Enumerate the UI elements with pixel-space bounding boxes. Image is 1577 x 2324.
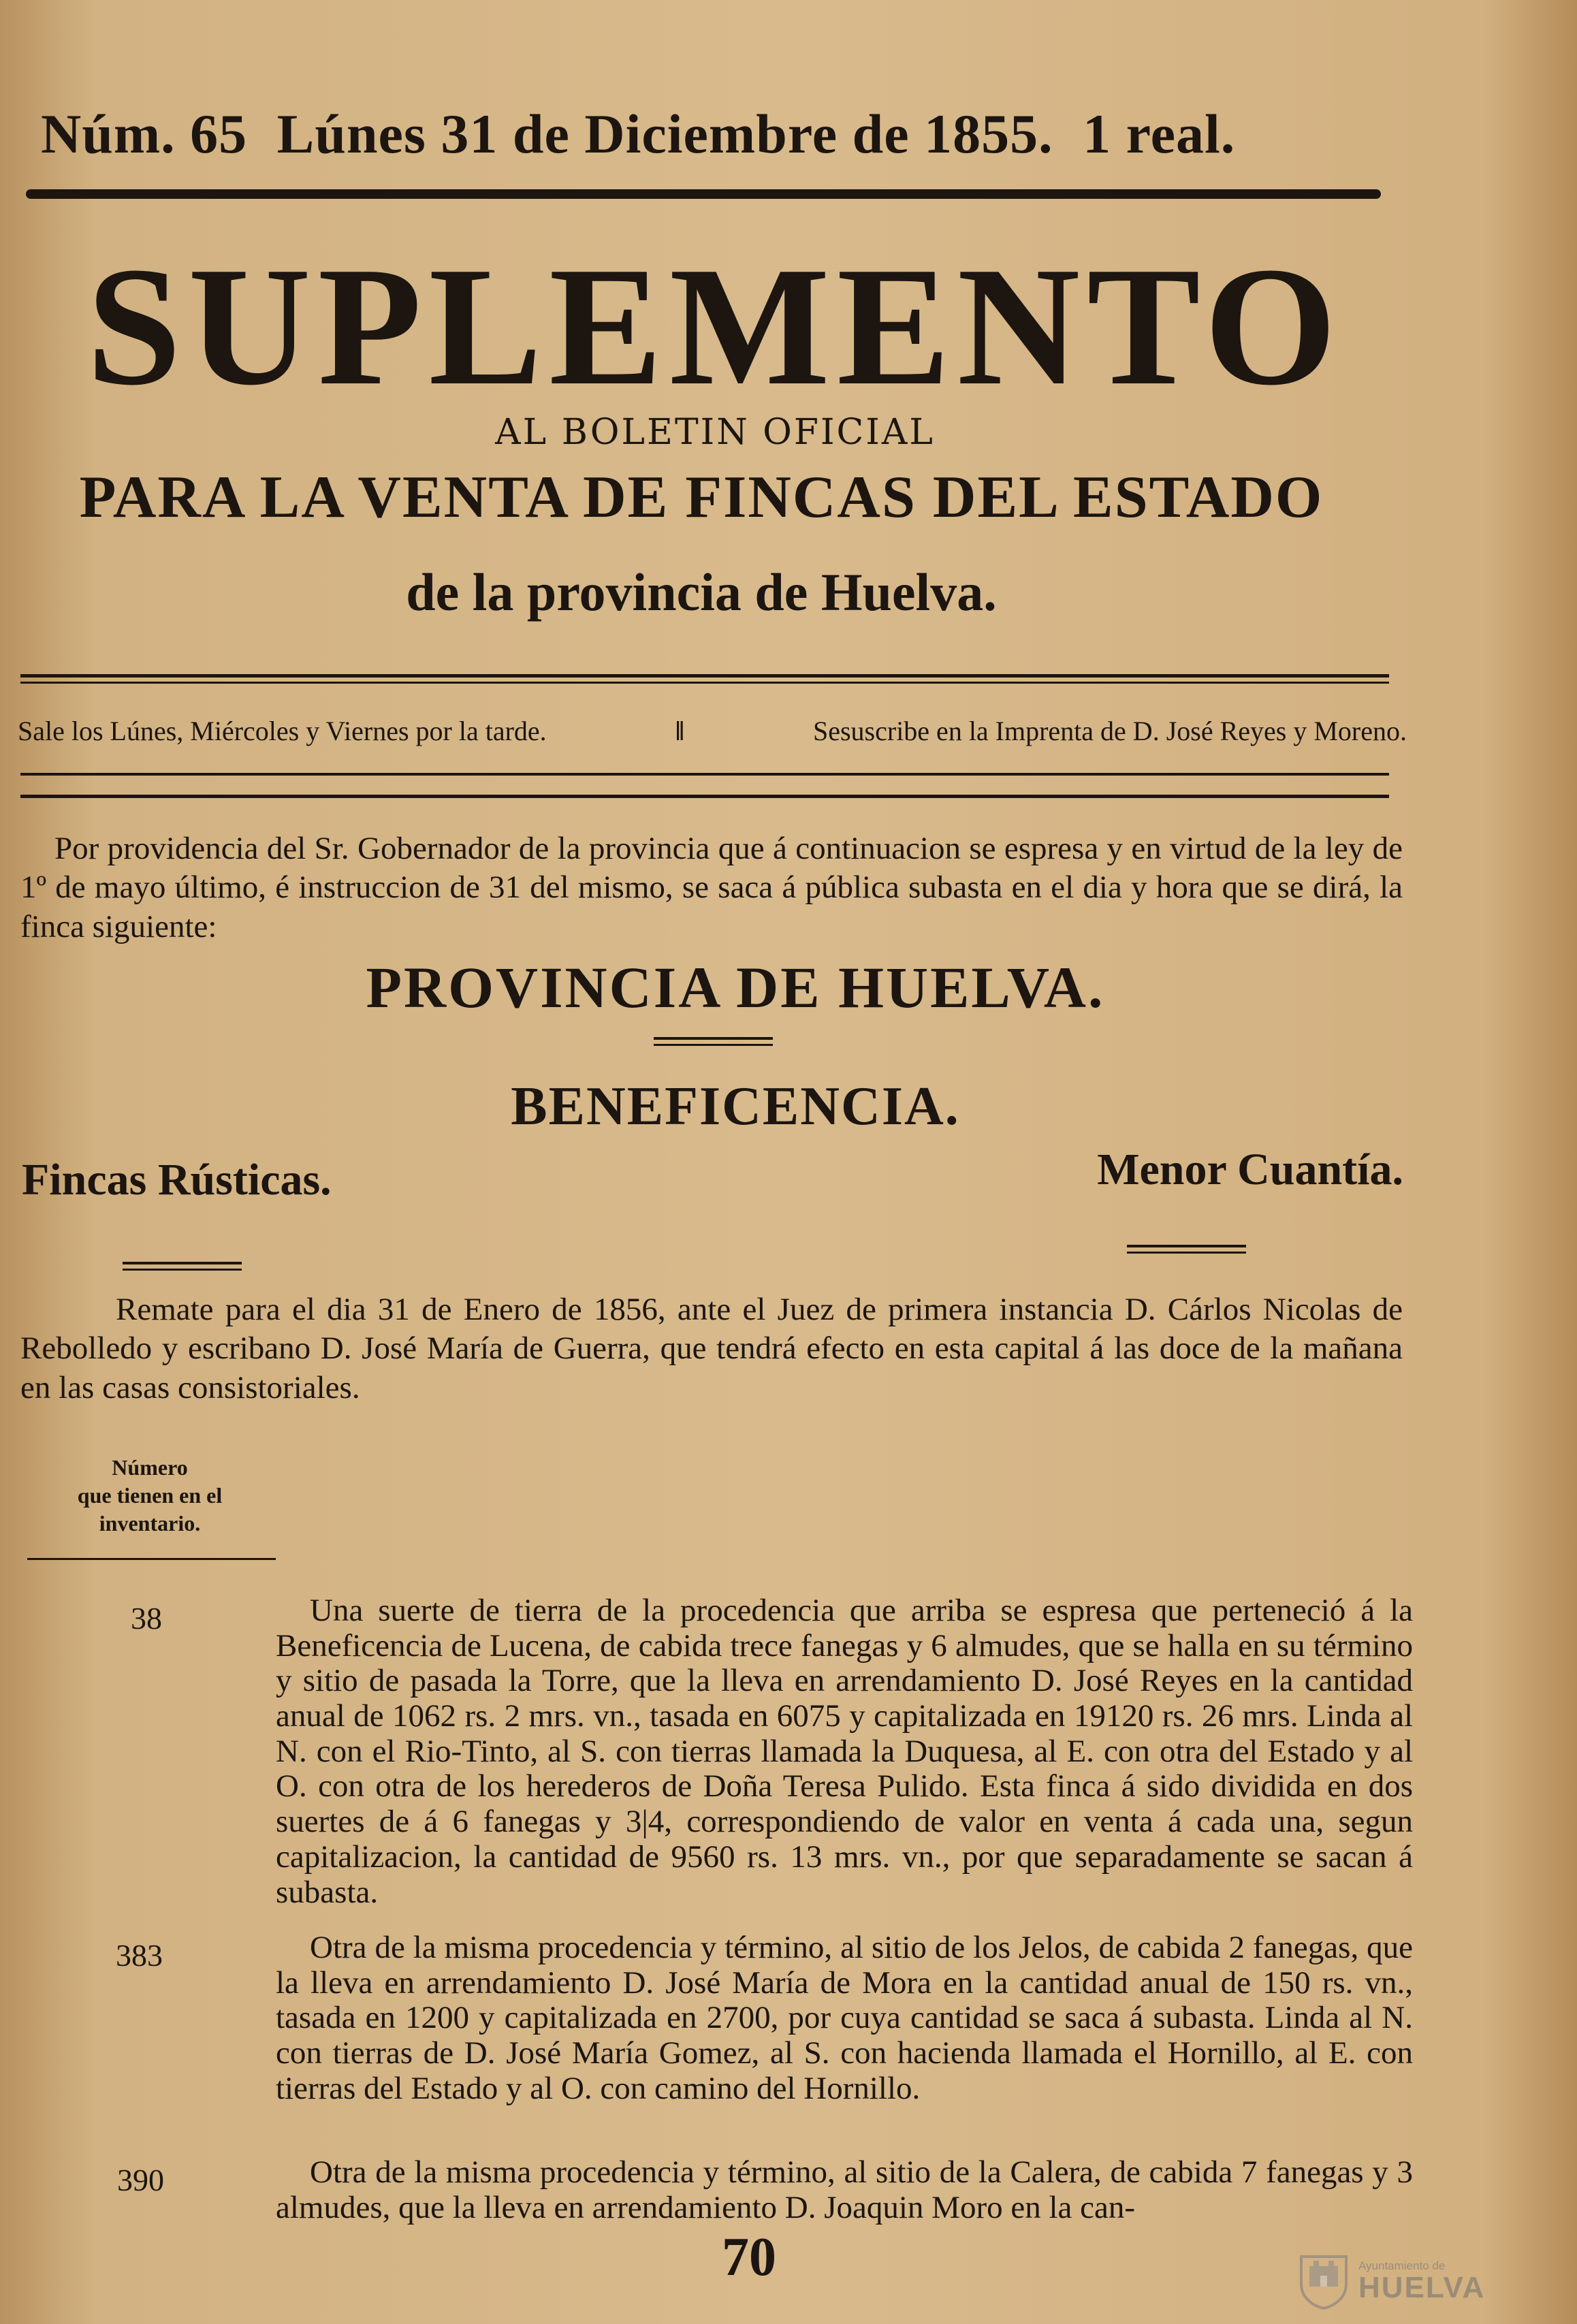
masthead-rule bbox=[26, 189, 1381, 199]
divider bbox=[20, 795, 1389, 798]
masthead bbox=[41, 102, 1321, 166]
category-heading: BENEFICENCIA. bbox=[511, 1077, 960, 1136]
subscription-info: Sesuscribe en la Imprenta de D. José Reyes y Moreno. bbox=[812, 716, 1407, 746]
inventory-header-line: Número bbox=[112, 1455, 188, 1480]
inventory-number: 383 bbox=[116, 1938, 163, 1973]
inventory-number: 390 bbox=[117, 2163, 164, 2197]
inventory-header-line: inventario. bbox=[99, 1510, 201, 1535]
intro-paragraph: Por providencia del Sr. Gobernador de la provincia que á continuacion se espresa y en virtud de la ley de 1º de mayo último, é instruccion de 31 del mismo, se saca á pública subasta en el dia y hora que se dirá, la finca siguiente: bbox=[20, 831, 1403, 944]
title-line-2: PARA LA VENTA DE FINCAS DEL ESTADO bbox=[79, 464, 1324, 530]
divider bbox=[20, 674, 1389, 678]
divider bbox=[654, 1044, 773, 1046]
inventory-number: 38 bbox=[131, 1601, 162, 1636]
entry-text: Otra de la misma procedencia y término, al sitio de los Jelos, de cabida 2 fanegas, que la lleva en arrendamiento D. José María de Mora en la cantidad anual de 150 rs. vn., tasada en 1200 y capitalizada en 2700, por cuya cantidad se saca á subasta. Linda al N. con tierras de D. José María Gomez, al S. con hacienda llamada el Hornillo, al E. con tierras del Estado y al O. con camino del Hornillo. bbox=[276, 1930, 1413, 2106]
issue-date: Lúnes 31 de Diciembre de 1855. bbox=[276, 103, 1053, 165]
divider bbox=[20, 682, 1389, 684]
watermark-big-text: HUELVA bbox=[1358, 2271, 1486, 2304]
publication-schedule: Sale los Lúnes, Miércoles y Viernes por la tarde. bbox=[18, 716, 547, 746]
divider bbox=[123, 1262, 242, 1264]
divider bbox=[1127, 1252, 1246, 1254]
page-title: SUPLEMENTO bbox=[86, 232, 1343, 421]
archive-watermark bbox=[1297, 2250, 1556, 2312]
watermark-caption bbox=[1358, 2259, 1485, 2303]
separator: ‖ bbox=[675, 716, 684, 746]
divider bbox=[27, 1558, 276, 1560]
divider bbox=[654, 1037, 773, 1040]
issue-number: Núm. 65 bbox=[41, 103, 248, 165]
subtitle: AL BOLETIN OFICIAL bbox=[495, 412, 935, 453]
province-heading: PROVINCIA DE HUELVA. bbox=[366, 955, 1105, 1020]
divider bbox=[20, 773, 1389, 776]
issue-price: 1 real. bbox=[1083, 103, 1236, 165]
inventory-header-line: que tienen en el bbox=[77, 1482, 223, 1508]
divider bbox=[123, 1269, 242, 1271]
publication-info bbox=[18, 715, 1407, 747]
watermark-small-text: Ayuntamiento de bbox=[1358, 2259, 1446, 2272]
page-number: 70 bbox=[722, 2227, 776, 2287]
entry-text: Otra de la misma procedencia y término, al sitio de la Calera, de cabida 7 fanegas y 3 almudes, que la lleva en arrendamiento D. Joaquin Moro en la can- bbox=[276, 2154, 1413, 2225]
inventory-column-header bbox=[27, 1454, 272, 1538]
coat-of-arms-icon bbox=[1297, 2253, 1350, 2310]
cuantia-label: Menor Cuantía. bbox=[1097, 1145, 1403, 1194]
fincas-label: Fincas Rústicas. bbox=[22, 1155, 332, 1205]
divider bbox=[1127, 1245, 1246, 1247]
title-line-3: de la provincia de Huelva. bbox=[406, 562, 997, 622]
remate-paragraph: Remate para el dia 31 de Enero de 1856, ante el Juez de primera instancia D. Cárlos Nicolas de Rebolledo y escribano D. José María de Guerra, que tendrá efecto en esta capital á las doce de la mañana en las casas consistoriales. bbox=[20, 1292, 1403, 1405]
entry-text: Una suerte de tierra de la procedencia que arriba se espresa que perteneció á la Beneficencia de Lucena, de cabida trece fanegas y 6 almudes, que se halla en su término y sitio de pasada la Torre, que la lleva en arrendamiento D. José Reyes en la cantidad anual de 1062 rs. 2 mrs. vn., tasada en 6075 y capitalizada en 19120 rs. 26 mrs. Linda al N. con el Rio-Tinto, al S. con tierras llamada la Duquesa, al E. con otra del Estado y al O. con otra de los herederos de Doña Teresa Pulido. Esta finca á sido dividida en dos suertes de á 6 fanegas y 3|4, correspondiendo de valor en venta á cada una, segun capitalizacion, la cantidad de 9560 rs. 13 mrs. vn., por que separadamente se sacan á subasta. bbox=[276, 1593, 1413, 1910]
